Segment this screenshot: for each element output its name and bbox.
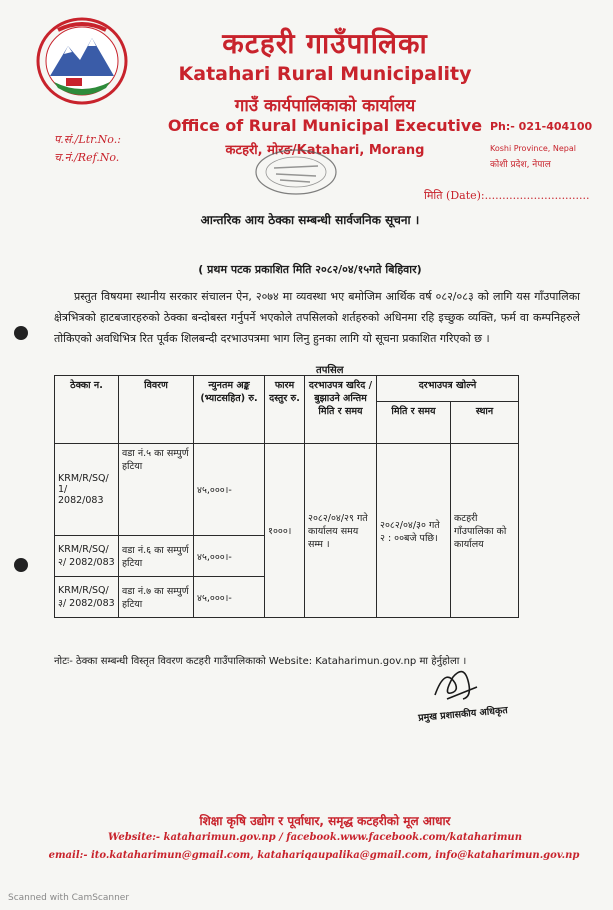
table-header-row (55, 376, 519, 402)
header-opening: दरभाउपत्र खोल्ने (377, 376, 519, 402)
cell-min-amount: ४५,०००।- (194, 536, 265, 577)
scanner-watermark: Scanned with CamScanner (8, 893, 130, 903)
cell-opening-place: कटहरी गाँउपालिका को कार्यालय (451, 444, 519, 618)
notice-heading: आन्तरिक आय ठेक्का सम्बन्धी सार्वजनिक सूचना । (200, 213, 420, 227)
municipality-name-english: Katahari Rural Municipality (178, 63, 472, 85)
cell-contract-no: KRM/R/SQ/ ३/ 2082/083 (55, 577, 119, 618)
cell-purchase-deadline: २०८२/०४/२९ गते कार्यालय समय सम्म । (305, 444, 377, 618)
binder-hole (14, 558, 28, 572)
header-form-fee: फारम दस्तुर रु. (265, 376, 305, 444)
handwritten-signature (425, 665, 485, 705)
phone-number: Ph:- 021-404100 (490, 120, 593, 133)
office-address: कटहरी, मोरङ/Katahari, Morang (225, 143, 425, 158)
schedule-label: तपसिल (316, 365, 344, 376)
header-contract-no: ठेक्का न. (55, 376, 119, 444)
header-purchase-deadline: दरभाउपत्र खरिद /बुझाउने अन्तिम मिति र समय (305, 376, 377, 444)
cell-min-amount: ४५,०००।- (194, 444, 265, 536)
cell-min-amount: ४५,०००।- (194, 577, 265, 618)
footer-motto: शिक्षा कृषि उद्योग र पूर्वाधार, समृद्ध कटहरीको मूल आधार (199, 814, 451, 828)
header-min-amount: न्युनतम अङ्क (भ्याटसहित) रु. (194, 376, 265, 444)
cell-opening-date: २०८२/०४/३० गते २ : ००बजे पछि। (377, 444, 451, 618)
reference-number-label: च.नं./Ref.No. (54, 151, 120, 164)
nepal-emblem-logo (36, 16, 128, 106)
notice-subheading: ( प्रथम पटक प्रकाशित मिति २०८२/०४/१५गते बिहिवार) (198, 263, 422, 276)
office-name-english: Office of Rural Municipal Executive (167, 116, 483, 135)
website-note: नोटः- ठेक्का सम्बन्धी विस्तृत विवरण कटहरी गाउँपालिकाको Website: Kataharimun.gov.np मा हेर्नुहोला । (54, 656, 467, 667)
footer-website: Website:- kataharimun.gov.np / facebook.www.facebook.com/kataharimun (108, 832, 522, 843)
office-stamp (250, 146, 342, 198)
province-english: Koshi Province, Nepal (490, 144, 576, 153)
province-nepali: कोशी प्रदेश, नेपाल (490, 160, 551, 170)
cell-description: वडा नं.५ का सम्पुर्ण हटिया (119, 444, 194, 536)
signatory-title: प्रमुख प्रशासकीय अधिकृत (417, 705, 509, 724)
municipality-name-nepali: कटहरी गाउँपालिका (222, 27, 428, 60)
binder-hole (14, 326, 28, 340)
letter-number-label: प.सं./Ltr.No.: (54, 133, 121, 146)
cell-description: वडा नं.७ का सम्पुर्ण हटिया (119, 577, 194, 618)
header-opening-place: स्थान (451, 402, 519, 444)
cell-form-fee: १०००। (265, 444, 305, 618)
footer-email: email:- ito.kataharimun@gmail.com, katahariqaupalika@gmail.com, info@kataharimun.gov.np (48, 850, 580, 861)
header-description: विवरण (119, 376, 194, 444)
cell-contract-no: KRM/R/SQ/ 1/ 2082/083 (55, 444, 119, 536)
cell-description: वडा नं.६ का सम्पुर्ण हटिया (119, 536, 194, 577)
office-name-nepali: गाउँ कार्यपालिकाको कार्यालय (234, 96, 416, 116)
header-opening-date: मिति र समय (377, 402, 451, 444)
date-label: मिति (Date):.............................. (424, 189, 590, 202)
notice-paragraph: प्रस्तुत विषयमा स्थानीय सरकार संचालन ऐन, २०७४ मा व्यवस्था भए बमोजिम आर्थिक वर्ष ०८२/०८३ को लागि यस गाँउपालिका क्षेत्रभित्रको हाटबजारहरुको ठेक्का बन्दोबस्त गर्नुपर्ने भएकोले तपसिलको शर्तहरुको अधिनमा रहि इच्छुक व्यक्ति, फर्म वा कम्पनिहरुले तोकिएको अवधिभित्र रित पूर्वक शिलबन्दी दरभाउपत्रमा भाग लिनु हुनका लागि यो सूचना प्रकाशित गरिएको छ । (54, 290, 580, 345)
table-row (55, 444, 519, 536)
cell-contract-no: KRM/R/SQ/ २/ 2082/083 (55, 536, 119, 577)
contract-schedule-table (54, 375, 519, 618)
